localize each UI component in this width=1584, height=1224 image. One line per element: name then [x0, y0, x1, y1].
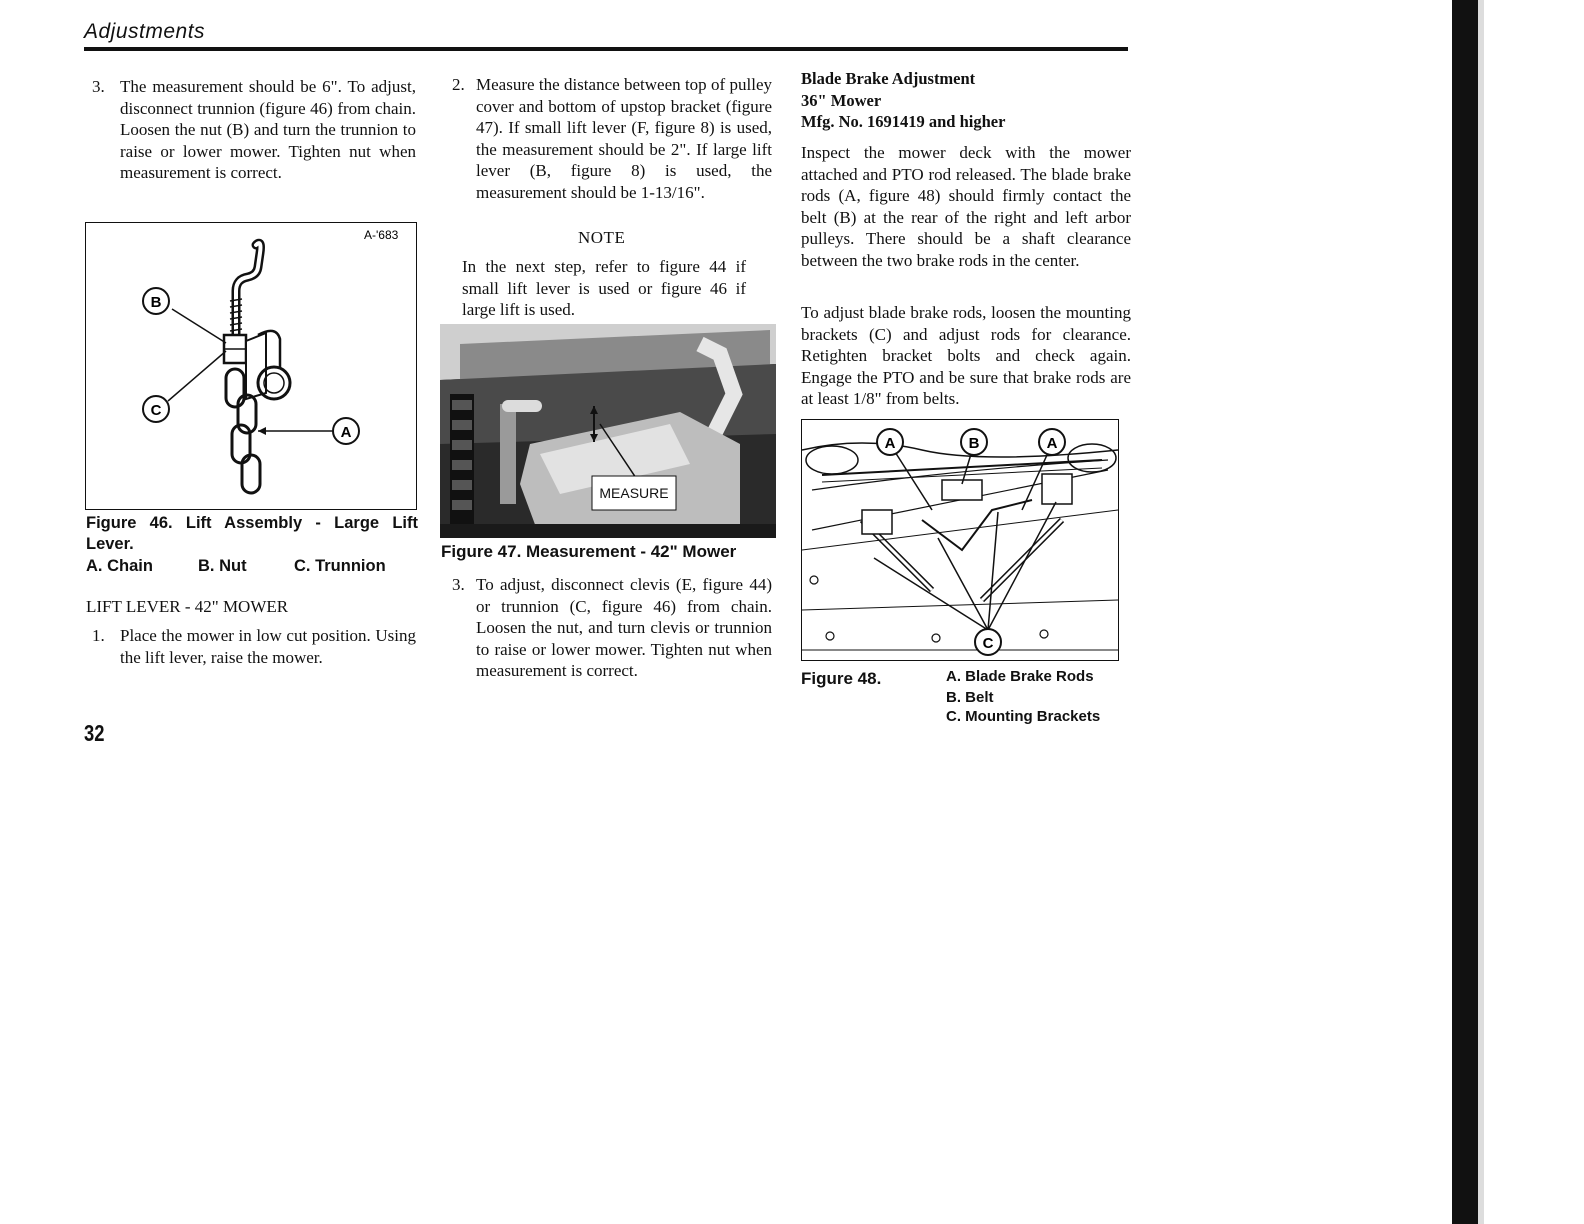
figure-47 — [440, 324, 776, 538]
col1-step-1 — [92, 625, 416, 671]
col3-paragraph-1: Inspect the mower deck with the mower attached and PTO rod released. The blade brake rods (A, figure 48) should firmly contact the belt (B) at the rear of the right and left arbor pulleys. There should be a shaft clearance between the two brake rods in the center. — [801, 143, 1131, 270]
col1-step-3 — [92, 76, 416, 206]
callout-a-label: A — [340, 424, 352, 441]
step-text: To adjust, disconnect clevis (E, figure 44) or trunnion (C, figure 46) from chain. Loosen the nut, and turn clevis or trunnion to raise or lower mower. Tighten nut when measurement is correct. — [476, 575, 772, 681]
figure-48-legend-b: B. Belt — [946, 689, 994, 706]
note-text: In the next step, refer to figure 44 if small lift lever is used or figure 46 if large lift is used. — [462, 257, 746, 320]
figure-code: A-'683 — [364, 228, 399, 242]
col2-step-3 — [452, 574, 772, 704]
col3-paragraph-2: To adjust blade brake rods, loosen the mounting brackets (C) and adjust rods for clearance. Retighten bracket bolts and check again. Engage the PTO and be sure that brake rods are at least 1/8" from belts. — [801, 303, 1131, 409]
measure-label: MEASURE — [599, 485, 669, 501]
step-number: 2. — [452, 75, 465, 94]
figure-46-legend-a: A. Chain — [86, 557, 153, 575]
figure-46-legend-b: B. Nut — [198, 557, 247, 575]
step-number: 3. — [92, 77, 105, 96]
measurement-photo — [440, 324, 776, 538]
step-text: Measure the distance between top of pulley cover and bottom of upstop bracket (figure 47). If small lift lever (F, figure 8) is used, the measurement should be 2". If large lift lever (B, figure 8) is used, the measurement should be 1-13/16". — [476, 75, 772, 202]
blade-brake-illustration — [802, 420, 1118, 660]
lift-assembly-illustration — [86, 223, 416, 509]
figure-48-legend-c: C. Mounting Brackets — [946, 708, 1101, 725]
callout-b-label: B — [968, 435, 980, 452]
callout-b-label: B — [150, 294, 162, 311]
figure-48 — [801, 419, 1119, 661]
section-header: Adjustments — [84, 20, 206, 43]
callout-a-right-label: A — [1046, 435, 1058, 452]
binding-edge — [1452, 0, 1478, 1224]
figure-48-caption: Figure 48. — [801, 669, 882, 688]
step-number: 3. — [452, 575, 465, 594]
heading-line-1: Blade Brake Adjustment — [801, 69, 976, 88]
figure-46-caption: Figure 46. Lift Assembly - Large Lift Lever. — [86, 514, 418, 553]
figure-47-caption: Figure 47. Measurement - 42" Mower — [441, 542, 737, 561]
col2-step-2 — [452, 74, 772, 224]
step-number: 1. — [92, 626, 105, 645]
figure-46-legend-c: C. Trunnion — [294, 557, 386, 575]
lift-lever-heading: LIFT LEVER - 42" MOWER — [86, 597, 289, 616]
heading-line-2: 36" Mower — [801, 90, 882, 110]
heading-line-3: Mfg. No. 1691419 and higher — [801, 112, 1006, 131]
callout-c-label: C — [150, 402, 162, 419]
binding-edge-shadow — [1478, 0, 1484, 1224]
page-number: 32 — [84, 720, 105, 746]
step-text: Place the mower in low cut position. Using the lift lever, raise the mower. — [120, 626, 416, 667]
figure-48-legend-a: A. Blade Brake Rods — [946, 668, 1094, 685]
header-rule — [84, 47, 1128, 51]
callout-c-label: C — [982, 635, 994, 652]
note-title: NOTE — [578, 228, 626, 247]
step-text: The measurement should be 6". To adjust, disconnect trunnion (figure 46) from chain. Loosen the nut (B) and turn the trunnion to raise or lower mower. Tighten nut when measurement is correct. — [120, 77, 416, 183]
blade-brake-heading — [801, 68, 1131, 133]
figure-46 — [85, 222, 417, 510]
callout-a-left-label: A — [884, 435, 896, 452]
